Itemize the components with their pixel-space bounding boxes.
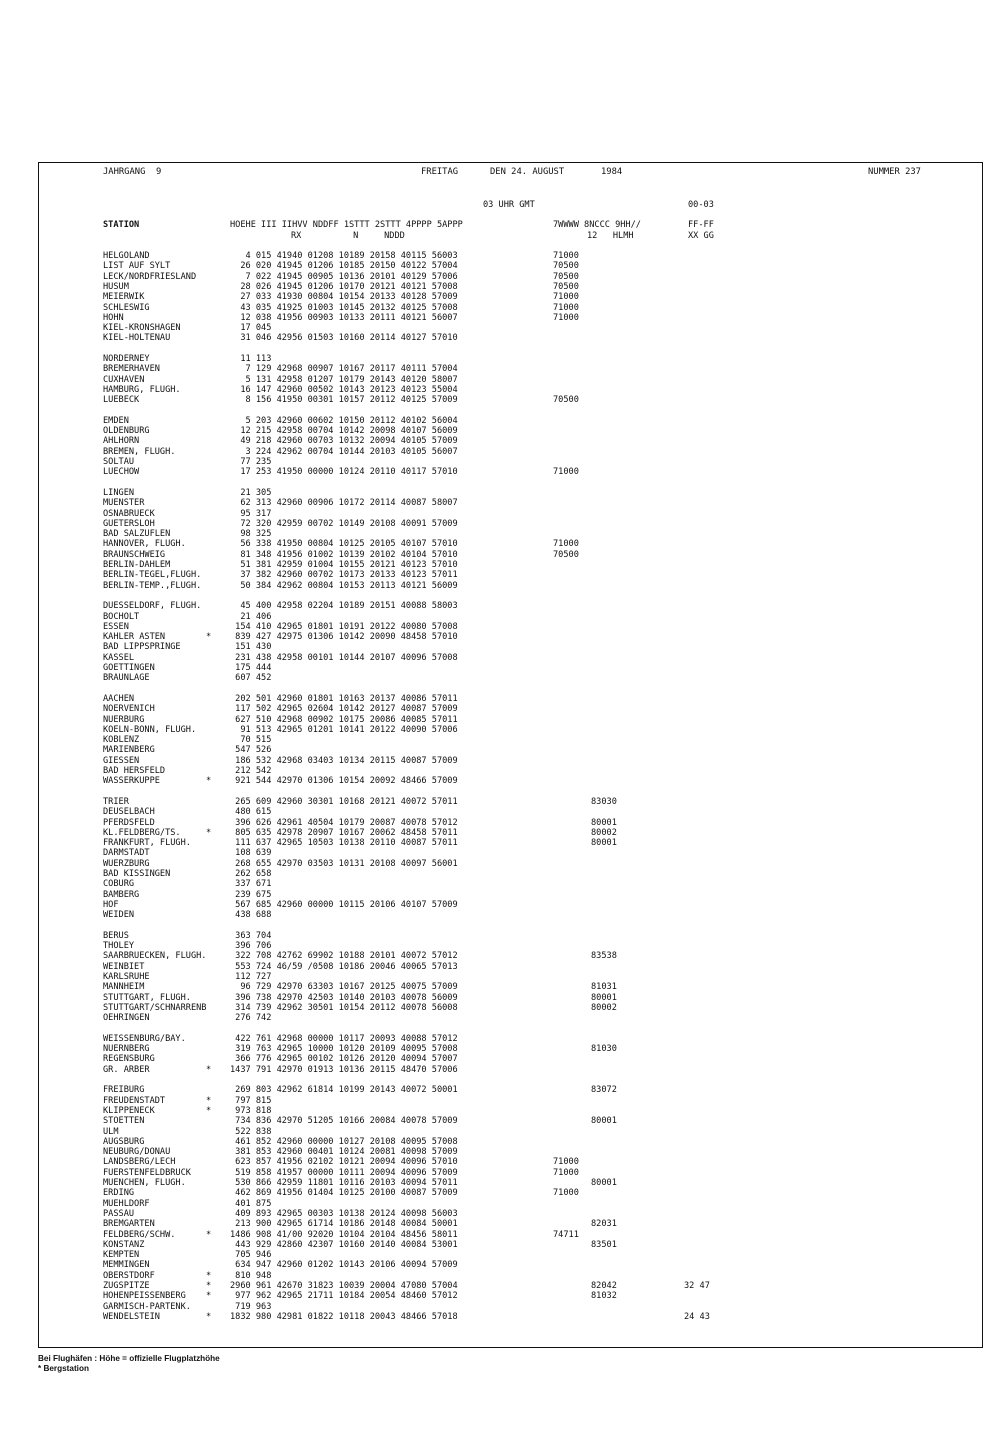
station-header: STATION	[103, 220, 140, 230]
observation-values: 438 688	[230, 910, 272, 921]
group-7-8-value: 71000	[553, 292, 579, 303]
observation-values: 95 317	[230, 508, 272, 519]
observation-values: 443 929 42860 42307 10160 20140 40084 53001	[230, 1239, 458, 1250]
observation-values: 810 948	[230, 1270, 272, 1281]
observation-values: 381 853 42960 00401 10124 20081 40098 57009	[230, 1147, 458, 1158]
station-name: MUENSTER	[103, 498, 145, 509]
observation-values: 45 400 42958 02204 10189 20151 40088 58003	[230, 601, 458, 612]
observation-values: 396 706	[230, 941, 272, 952]
station-name: MARIENBERG	[103, 745, 155, 756]
group-8-value: 80001	[591, 838, 617, 849]
observation-values: 175 444	[230, 663, 272, 673]
station-name: BREMERHAVEN	[103, 364, 160, 375]
station-name: GR. ARBER	[103, 1064, 150, 1075]
observation-values: 3 224 42962 00704 10144 20103 40105 56007	[230, 446, 458, 457]
observation-values: 719 963	[230, 1301, 272, 1312]
observation-values: 11 113	[230, 354, 272, 364]
observation-values: 363 704	[230, 930, 272, 941]
station-name: STUTTGART/SCHNARRENB	[103, 1002, 207, 1013]
observation-values: 401 875	[230, 1198, 272, 1209]
observation-values: 319 763 42965 10000 10120 20109 40095 57008	[230, 1044, 458, 1055]
observation-values: 91 513 42965 01201 10141 20122 40090 57006	[230, 724, 458, 735]
station-name: BERLIN-TEGEL,FLUGH.	[103, 570, 202, 581]
observation-values: 96 729 42970 63303 10167 20125 40075 57009	[230, 982, 458, 993]
station-name: HOF	[103, 899, 119, 910]
station-name: FREUDENSTADT	[103, 1095, 166, 1106]
observation-values: 1486 908 41/00 92020 10104 20104 48456 58011	[230, 1229, 458, 1240]
station-name: BAD SALZUFLEN	[103, 529, 171, 540]
observation-values: 396 626 42961 40504 10179 20087 40078 57012	[230, 817, 458, 828]
observation-values: 202 501 42960 01801 10163 20137 40086 57011	[230, 693, 458, 704]
station-name: DEUSELBACH	[103, 807, 155, 818]
station-name: MEMMINGEN	[103, 1260, 150, 1271]
observation-values: 634 947 42960 01202 10143 20106 40094 57009	[230, 1260, 458, 1271]
observation-values: 1832 980 42981 01822 10118 20043 48466 57018	[230, 1311, 458, 1322]
observation-values: 77 235	[230, 457, 272, 467]
observation-values: 337 671	[230, 879, 272, 890]
station-name: DARMSTADT	[103, 848, 150, 859]
station-name: BRAUNLAGE	[103, 673, 150, 684]
gust-value: 24 43	[684, 1311, 710, 1322]
time-range: 00-03	[688, 200, 714, 210]
group-7-8-value: 70500	[553, 549, 579, 560]
station-name: KAHLER ASTEN	[103, 632, 166, 643]
group-8-value: 83501	[591, 1239, 617, 1250]
footnote-airports: Bei Flughäfen : Höhe = offizielle Flugplatzhöhe	[38, 1354, 220, 1363]
station-name: BRAUNSCHWEIG	[103, 549, 166, 560]
group-7-8-value: 71000	[553, 1167, 579, 1178]
day: FREITAG	[421, 167, 459, 177]
observation-values: 31 046 42956 01503 10160 20114 40127 57010	[230, 333, 458, 344]
group-8-value: 82042	[591, 1281, 617, 1291]
observation-values: 705 946	[230, 1250, 272, 1261]
observation-values: 154 410 42965 01801 10191 20122 40080 57008	[230, 621, 458, 632]
station-name: CUXHAVEN	[103, 374, 145, 385]
station-name: LANDSBERG/LECH	[103, 1157, 176, 1168]
station-name: KIEL-HOLTENAU	[103, 333, 171, 344]
observation-values: 623 857 41956 02102 10121 20094 40096 57010	[230, 1157, 458, 1168]
station-name: MEIERWIK	[103, 292, 145, 303]
station-name: LIST AUF SYLT	[103, 261, 171, 272]
group-7-8-value: 71000	[553, 302, 579, 313]
mountain-marker: *	[206, 1064, 212, 1075]
observation-values: 43 035 41925 01003 10145 20132 40125 57008	[230, 302, 458, 313]
station-name: HOHN	[103, 312, 124, 323]
station-name: AUGSBURG	[103, 1136, 145, 1147]
station-name: GARMISCH-PARTENK.	[103, 1301, 191, 1312]
observation-values: 522 838	[230, 1126, 272, 1137]
observation-values: 17 045	[230, 323, 272, 334]
observation-values: 839 427 42975 01306 10142 20090 48458 57010	[230, 632, 458, 643]
group-8-value: 80001	[591, 992, 617, 1003]
column-header-line2: RX N NDDD	[291, 231, 405, 241]
gust-header-line2: XX GG	[688, 231, 714, 241]
observation-values: 461 852 42960 00000 10127 20108 40095 57008	[230, 1136, 458, 1147]
station-name: KLIPPENECK	[103, 1105, 155, 1116]
observation-values: 8 156 41950 00301 10157 20112 40125 57009	[230, 395, 458, 406]
station-name: KARLSRUHE	[103, 972, 150, 982]
station-name: HELGOLAND	[103, 251, 150, 261]
observation-values: 322 708 42762 69902 10188 20101 40072 57012	[230, 951, 458, 962]
group-8-value: 80001	[591, 817, 617, 828]
extra-header-line1: 7WWWW 8NCCC 9HH//	[553, 220, 641, 230]
observation-values: 51 381 42959 01004 10155 20121 40123 57010	[230, 560, 458, 570]
observation-values: 37 382 42960 00702 10173 20133 40123 57011	[230, 570, 458, 581]
mountain-marker: *	[206, 632, 212, 643]
group-8-value: 80001	[591, 1178, 617, 1188]
group-8-value: 81032	[591, 1291, 617, 1302]
station-name: KONSTANZ	[103, 1239, 145, 1250]
group-7-8-value: 71000	[553, 467, 579, 478]
observation-values: 422 761 42968 00000 10117 20093 40088 57012	[230, 1033, 458, 1044]
mountain-marker: *	[206, 1281, 212, 1291]
mountain-marker: *	[206, 1291, 212, 1302]
station-name: NUERNBERG	[103, 1044, 150, 1055]
station-name: KL.FELDBERG/TS.	[103, 827, 181, 838]
observation-values: 108 639	[230, 848, 272, 859]
observation-values: 396 738 42970 42503 10140 20103 40078 56009	[230, 992, 458, 1003]
observation-values: 5 131 42958 01207 10179 20143 40120 58007	[230, 374, 458, 385]
observation-values: 21 406	[230, 611, 272, 622]
station-name: WEIDEN	[103, 910, 135, 921]
observation-values: 977 962 42965 21711 10184 20054 48460 57012	[230, 1291, 458, 1302]
date: DEN 24. AUGUST	[490, 167, 565, 177]
mountain-marker: *	[206, 1270, 212, 1281]
group-7-8-value: 70500	[553, 281, 579, 292]
observation-values: 12 038 41956 00903 10133 20111 40121 56007	[230, 312, 458, 323]
station-name: BREMEN, FLUGH.	[103, 446, 176, 457]
observation-values: 151 430	[230, 642, 272, 653]
station-name: GOETTINGEN	[103, 663, 155, 673]
station-name: MANNHEIM	[103, 982, 145, 993]
observation-values: 16 147 42960 00502 10143 20123 40123 55004	[230, 384, 458, 395]
station-name: DUESSELDORF, FLUGH.	[103, 601, 202, 612]
station-name: BERLIN-DAHLEM	[103, 560, 171, 570]
station-name: WUERZBURG	[103, 858, 150, 869]
station-name: TRIER	[103, 796, 129, 807]
observation-values: 553 724 46/59 /0508 10186 20046 40065 57013	[230, 961, 458, 972]
station-name: PFERDSFELD	[103, 817, 155, 828]
observation-values: 98 325	[230, 529, 272, 540]
observation-values: 50 384 42962 00804 10153 20113 40121 56009	[230, 580, 458, 591]
extra-header-line2: 12 HLMH	[587, 231, 634, 241]
observation-values: 62 313 42960 00906 10172 20114 40087 58007	[230, 498, 458, 509]
observation-values: 70 515	[230, 735, 272, 746]
station-name: HUSUM	[103, 281, 129, 292]
station-name: BERUS	[103, 930, 129, 941]
station-name: LINGEN	[103, 487, 135, 498]
observation-values: 17 253 41950 00000 10124 20110 40117 57010	[230, 467, 458, 478]
station-name: WEINBIET	[103, 961, 145, 972]
station-name: FUERSTENFELDBRUCK	[103, 1167, 191, 1178]
mountain-marker: *	[206, 1105, 212, 1116]
observation-values: 547 526	[230, 745, 272, 756]
station-name: ESSEN	[103, 621, 129, 632]
mountain-marker: *	[206, 827, 212, 838]
mountain-marker: *	[206, 1095, 212, 1106]
station-name: STUTTGART, FLUGH.	[103, 992, 191, 1003]
group-7-8-value: 71000	[553, 312, 579, 323]
observation-values: 530 866 42959 11801 10116 20103 40094 57011	[230, 1178, 458, 1188]
observation-values: 27 033 41930 00804 10154 20133 40128 57009	[230, 292, 458, 303]
observation-values: 231 438 42958 00101 10144 20107 40096 57008	[230, 652, 458, 663]
observation-values: 366 776 42965 00102 10126 20120 40094 57007	[230, 1054, 458, 1065]
station-name: WENDELSTEIN	[103, 1311, 160, 1322]
station-name: KIEL-KRONSHAGEN	[103, 323, 181, 334]
observation-values: 72 320 42959 00702 10149 20108 40091 57009	[230, 518, 458, 529]
observation-values: 21 305	[230, 487, 272, 498]
observation-values: 734 836 42970 51205 10166 20084 40078 57009	[230, 1116, 458, 1127]
observation-values: 49 218 42960 00703 10132 20094 40105 57009	[230, 436, 458, 447]
observation-values: 314 739 42962 30501 10154 20112 40078 56008	[230, 1002, 458, 1013]
station-name: FREIBURG	[103, 1085, 145, 1096]
station-name: WEISSENBURG/BAY.	[103, 1033, 186, 1044]
station-name: LUECHOW	[103, 467, 140, 478]
mountain-marker: *	[206, 1311, 212, 1322]
observation-values: 5 203 42960 00602 10150 20112 40102 56004	[230, 415, 458, 426]
station-name: STOETTEN	[103, 1116, 145, 1127]
group-8-value: 82031	[591, 1219, 617, 1230]
observation-values: 111 637 42965 10503 10138 20110 40087 57011	[230, 838, 458, 849]
mountain-marker: *	[206, 776, 212, 787]
issue-number: NUMMER 237	[868, 167, 921, 177]
observation-values: 797 815	[230, 1095, 272, 1106]
observation-values: 567 685 42960 00000 10115 20106 40107 57009	[230, 899, 458, 910]
station-name: KOBLENZ	[103, 735, 140, 746]
group-8-value: 83072	[591, 1085, 617, 1096]
station-name: PASSAU	[103, 1208, 135, 1219]
observation-values: 112 727	[230, 972, 272, 982]
station-name: OBERSTDORF	[103, 1270, 155, 1281]
group-8-value: 80001	[591, 1116, 617, 1127]
gust-value: 32 47	[684, 1281, 710, 1291]
station-name: BAD KISSINGEN	[103, 869, 171, 879]
observation-values: 1437 791 42970 01913 10136 20115 48470 57006	[230, 1064, 458, 1075]
group-8-value: 83538	[591, 951, 617, 962]
year: 1984	[601, 167, 623, 177]
group-7-8-value: 70500	[553, 395, 579, 406]
observation-values: 268 655 42970 03503 10131 20108 40097 56001	[230, 858, 458, 869]
observation-values: 409 893 42965 00303 10138 20124 40098 56003	[230, 1208, 458, 1219]
station-name: EMDEN	[103, 415, 129, 426]
station-name: SOLTAU	[103, 457, 135, 467]
station-name: SAARBRUECKEN, FLUGH.	[103, 951, 207, 962]
station-name: ERDING	[103, 1188, 135, 1199]
gmt-label: 03 UHR GMT	[483, 200, 535, 210]
station-name: BAD HERSFELD	[103, 766, 166, 776]
footnote-mountain: * Bergstation	[38, 1364, 89, 1373]
station-name: GUETERSLOH	[103, 518, 155, 529]
station-name: OLDENBURG	[103, 426, 150, 437]
station-name: LUEBECK	[103, 395, 140, 406]
observation-values: 607 452	[230, 673, 272, 684]
group-8-value: 81030	[591, 1044, 617, 1055]
station-name: BAD LIPPSPRINGE	[103, 642, 181, 653]
column-header-line1: HOEHE III IIHVV NDDFF 1STTT 2STTT 4PPPP 5APPP	[230, 220, 463, 230]
observation-values: 2960 961 42670 31823 10039 20004 47080 57004	[230, 1281, 458, 1291]
observation-values: 7 129 42968 00907 10167 20117 40111 57004	[230, 364, 458, 375]
group-8-value: 80002	[591, 827, 617, 838]
observation-values: 921 544 42970 01306 10154 20092 48466 57009	[230, 776, 458, 787]
station-name: FELDBERG/SCHW.	[103, 1229, 176, 1240]
station-name: NORDERNEY	[103, 354, 150, 364]
station-name: NOERVENICH	[103, 704, 155, 715]
observation-values: 265 609 42960 30301 10168 20121 40072 57011	[230, 796, 458, 807]
station-name: NEUBURG/DONAU	[103, 1147, 171, 1158]
station-name: MUEHLDORF	[103, 1198, 150, 1209]
jahrgang: JAHRGANG 9	[103, 167, 162, 177]
station-name: BOCHOLT	[103, 611, 140, 622]
station-name: OEHRINGEN	[103, 1013, 150, 1024]
observation-values: 117 502 42965 02604 10142 20127 40087 57009	[230, 704, 458, 715]
station-name: AACHEN	[103, 693, 135, 704]
station-name: REGENSBURG	[103, 1054, 155, 1065]
station-name: KOELN-BONN, FLUGH.	[103, 724, 197, 735]
observation-values: 269 803 42962 61814 10199 20143 40072 50001	[230, 1085, 458, 1096]
gust-header-line1: FF-FF	[688, 220, 714, 230]
group-7-8-value: 71000	[553, 539, 579, 550]
station-name: BAMBERG	[103, 889, 140, 900]
observation-values: 239 675	[230, 889, 272, 900]
station-name: GIESSEN	[103, 755, 140, 766]
group-7-8-value: 70500	[553, 271, 579, 282]
station-name: BREMGARTEN	[103, 1219, 155, 1230]
observation-values: 805 635 42978 20907 10167 20062 48458 57011	[230, 827, 458, 838]
station-name: LECK/NORDFRIESLAND	[103, 271, 197, 282]
station-name: SCHLESWIG	[103, 302, 150, 313]
observation-values: 519 858 41957 00000 10111 20094 40096 57009	[230, 1167, 458, 1178]
group-8-value: 80002	[591, 1002, 617, 1013]
observation-values: 7 022 41945 00905 10136 20101 40129 57006	[230, 271, 458, 282]
station-name: HOHENPEISSENBERG	[103, 1291, 186, 1302]
station-name: KASSEL	[103, 652, 135, 663]
mountain-marker: *	[206, 1229, 212, 1240]
station-name: FRANKFURT, FLUGH.	[103, 838, 191, 849]
group-7-8-value: 71000	[553, 1188, 579, 1199]
station-name: ULM	[103, 1126, 119, 1137]
station-name: THOLEY	[103, 941, 135, 952]
observation-values: 480 615	[230, 807, 272, 818]
station-name: BERLIN-TEMP.,FLUGH.	[103, 580, 202, 591]
station-name: OSNABRUECK	[103, 508, 155, 519]
observation-values: 12 215 42958 00704 10142 20098 40107 56009	[230, 426, 458, 437]
station-name: HAMBURG, FLUGH.	[103, 384, 181, 395]
observation-values: 212 542	[230, 766, 272, 776]
observation-values: 26 020 41945 01206 10185 20150 40122 57004	[230, 261, 458, 272]
group-8-value: 83030	[591, 796, 617, 807]
observation-values: 213 900 42965 61714 10186 20148 40084 50001	[230, 1219, 458, 1230]
observation-values: 28 026 41945 01206 10170 20121 40121 57008	[230, 281, 458, 292]
station-name: WASSERKUPPE	[103, 776, 160, 787]
group-7-8-value: 71000	[553, 251, 579, 261]
group-7-8-value: 74711	[553, 1229, 579, 1240]
observation-values: 462 869 41956 01404 10125 20100 40087 57009	[230, 1188, 458, 1199]
observation-values: 81 348 41956 01002 10139 20102 40104 57010	[230, 549, 458, 560]
station-name: HANNOVER, FLUGH.	[103, 539, 186, 550]
observation-values: 56 338 41950 00804 10125 20105 40107 57010	[230, 539, 458, 550]
group-7-8-value: 70500	[553, 261, 579, 272]
group-7-8-value: 71000	[553, 1157, 579, 1168]
station-name: ZUGSPITZE	[103, 1281, 150, 1291]
observation-values: 627 510 42968 00902 10175 20086 40085 57011	[230, 714, 458, 725]
station-name: MUENCHEN, FLUGH.	[103, 1178, 186, 1188]
station-name: AHLHORN	[103, 436, 140, 447]
observation-values: 262 658	[230, 869, 272, 879]
station-name: COBURG	[103, 879, 135, 890]
observation-values: 276 742	[230, 1013, 272, 1024]
observation-values: 4 015 41940 01208 10189 20158 40115 56003	[230, 251, 458, 261]
group-8-value: 81031	[591, 982, 617, 993]
station-name: KEMPTEN	[103, 1250, 140, 1261]
observation-values: 186 532 42968 03403 10134 20115 40087 57009	[230, 755, 458, 766]
observation-values: 973 818	[230, 1105, 272, 1116]
station-name: NUERBURG	[103, 714, 145, 725]
